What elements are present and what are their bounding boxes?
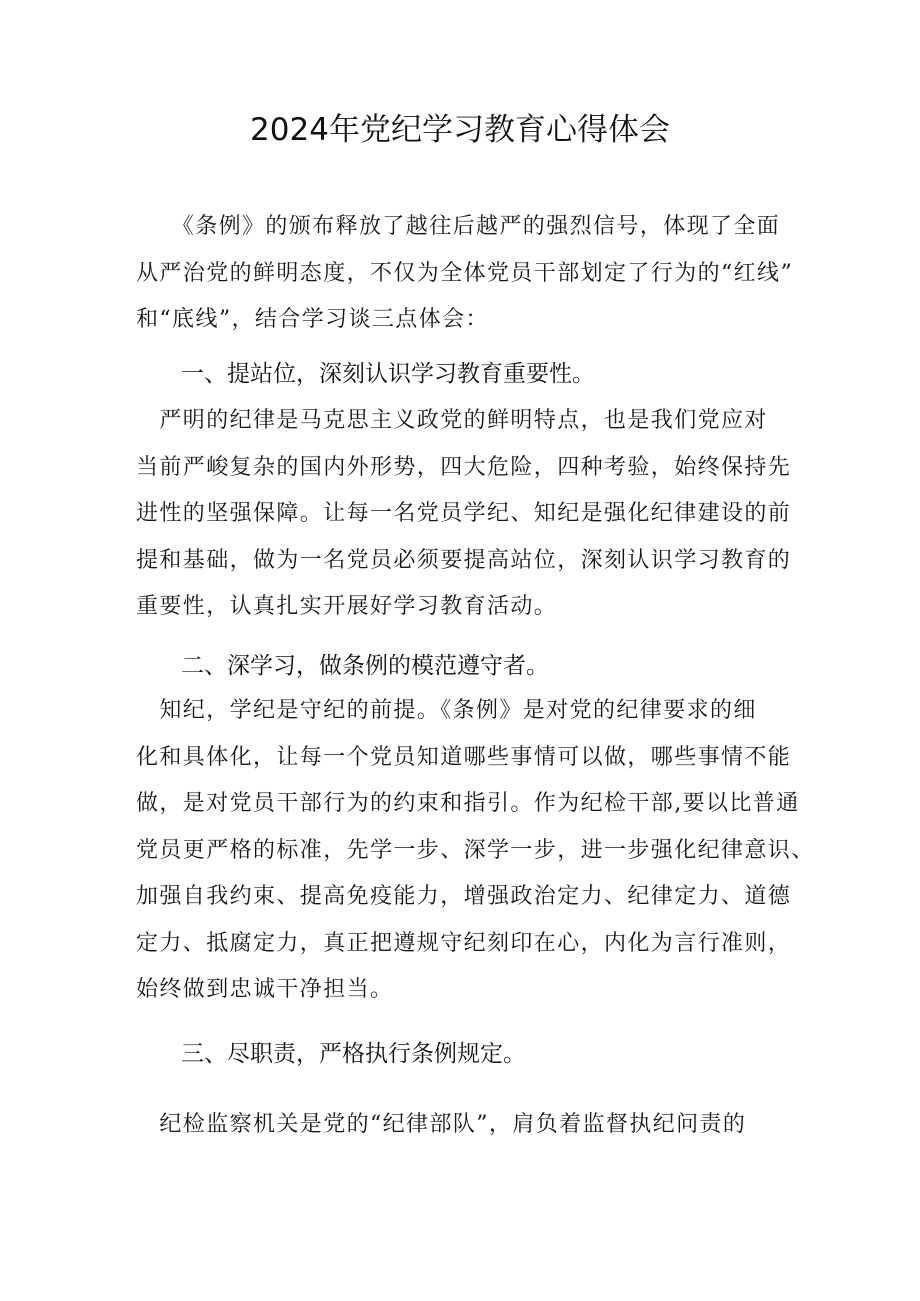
paragraph-line: 和“底线”，结合学习谈三点体会： <box>136 307 489 332</box>
paragraph-line: 做，是对党员干部行为的约束和指引。作为纪检干部,要以比普通 <box>136 791 800 816</box>
paragraph-line: 纪检监察机关是党的“纪律部队”，肩负着监督执纪问责的 <box>136 1112 747 1137</box>
section-heading-3: 三、尽职责，严格执行条例规定。 <box>181 1041 526 1067</box>
paragraph-line: 当前严峻复杂的国内外形势，四大危险，四种考验，始终保持先 <box>136 454 792 480</box>
paragraph-line: 化和具体化，让每一个党员知道哪些事情可以做，哪些事情不能 <box>136 744 792 770</box>
section-2-paragraph <box>136 688 815 1014</box>
paragraph-line: 提和基础，做为一名党员必须要提高站位，深刻认识学习教育的 <box>136 547 792 573</box>
paragraph-line: 《条例》的颁布释放了越往后越严的强烈信号，体现了全面 <box>136 214 781 239</box>
paragraph-line: 从严治党的鲜明态度，不仅为全体党员干部划定了行为的“红线” <box>136 260 794 286</box>
paragraph-line: 知纪，学纪是守纪的前提。《条例》是对党的纪律要求的细 <box>136 698 757 723</box>
section-heading-1: 一、提站位，深刻认识学习教育重要性。 <box>181 361 595 387</box>
document-title: 2024年党纪学习教育心得体会 <box>250 112 670 148</box>
intro-paragraph <box>136 204 796 344</box>
paragraph-line: 始终做到忠诚干净担当。 <box>136 977 394 1002</box>
paragraph-line: 重要性，认真扎实开展好学习教育活动。 <box>136 594 558 619</box>
section-3-paragraph <box>136 1102 796 1149</box>
paragraph-line: 严明的纪律是马克思主义政党的鲜明特点，也是我们党应对 <box>136 408 768 433</box>
paragraph-line: 定力、抵腐定力，真正把遵规守纪刻印在心，内化为言行准则， <box>136 930 792 956</box>
paragraph-line: 进性的坚强保障。让每一名党员学纪、知纪是强化纪律建设的前 <box>136 501 792 526</box>
section-1-paragraph <box>136 398 796 631</box>
paragraph-line: 加强自我约束、提高免疫能力，增强政治定力、纪律定力、道德 <box>136 884 792 909</box>
paragraph-line: 党员更严格的标准，先学一步、深学一步，进一步强化纪律意识、 <box>136 837 815 863</box>
section-heading-2: 二、深学习，做条例的模范遵守者。 <box>181 653 549 679</box>
